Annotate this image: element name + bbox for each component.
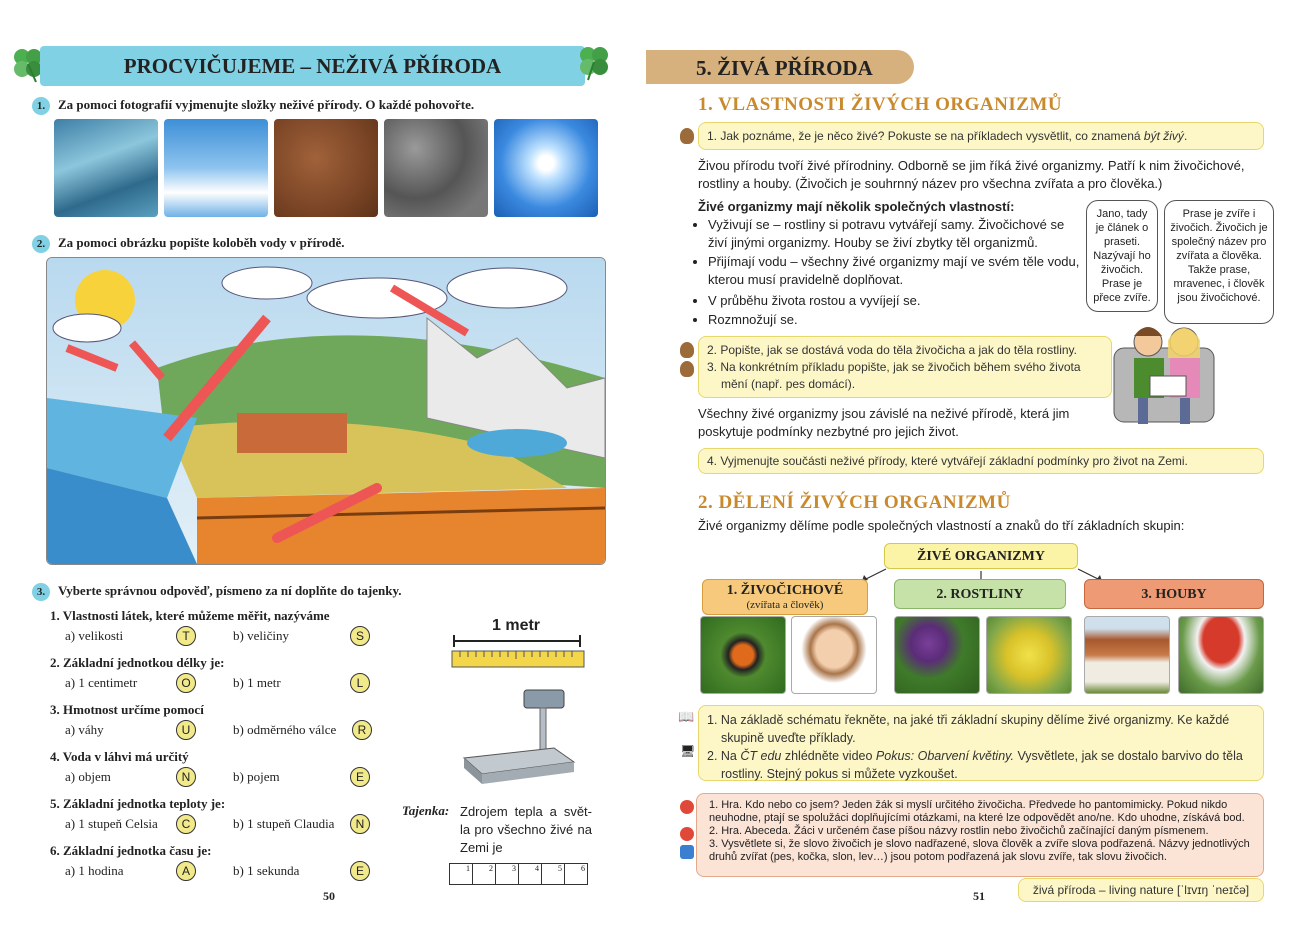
- game-2: 2. Hra. Abeceda. Žáci v určeném čase píšou názvy rostlin nebo živočichů začínající daným písmenem.: [709, 825, 1209, 837]
- question-6-part: Vysvětlete, jak se dostalo barvivo do těla rostliny. Stejný pokus si můžete vyzkoušet.: [721, 749, 1243, 781]
- question-emphasis: být živý: [1143, 129, 1184, 143]
- quiz-option-b: b) 1 metr: [233, 675, 281, 690]
- bolete-photo: [1084, 616, 1170, 694]
- letter-circle: T: [176, 626, 196, 646]
- speech-bubble-1: Jano, tady je článek o praseti. Nazývají ho živočich. Prase je přece zvíře.: [1086, 200, 1158, 312]
- task-number: 1.: [32, 97, 50, 115]
- yellow-shrub-photo: [986, 616, 1072, 694]
- game-icon: [680, 800, 694, 814]
- ruler-icon: [450, 633, 586, 671]
- letter-circle: N: [176, 767, 196, 787]
- ruler-label: 1 metr: [492, 617, 541, 634]
- right-page: [646, 0, 1306, 941]
- speech-bubble-2: Prase je zvíře i živočich. Živočich je společný název pro zvířata a člověka. Takže prase, mravenec, i člověk jsou živočichové.: [1164, 200, 1274, 324]
- quiz-option-a: a) 1 stupeň Celsia: [65, 816, 158, 831]
- quiz-question: 1. Vlastnosti látek, které můžeme měřit, nazýváme: [50, 608, 330, 623]
- question-4-box: [698, 448, 1264, 474]
- category-animals: [702, 579, 868, 615]
- task-text: Vyberte správnou odpověď, písmeno za ní doplňte do tajenky.: [58, 583, 402, 598]
- question-6-source: ČT edu: [740, 749, 782, 763]
- puzzle-icon: [680, 845, 694, 859]
- sun-photo: [494, 119, 598, 217]
- rocks-photo: [384, 119, 488, 217]
- section-heading-1: 1. VLASTNOSTI ŽIVÝCH ORGANIZMŮ: [698, 94, 1063, 115]
- question-text: 1. Jak poznáme, že je něco živé? Pokuste se na příkladech vysvětlit, co znamená: [707, 129, 1141, 143]
- butterfly-photo: [700, 616, 786, 694]
- question-6-part: 2. Na: [707, 749, 737, 763]
- page-number: 50: [323, 889, 335, 903]
- quiz-question: 5. Základní jednotka teploty je:: [50, 796, 226, 811]
- properties-list: [696, 216, 1080, 330]
- glossary-box: živá příroda – living nature [ˈlɪvɪŋ ˈneɪčə]: [1018, 878, 1264, 902]
- soil-photo: [274, 119, 378, 217]
- quiz-option-b: b) odměrného válce: [233, 722, 337, 737]
- games-box: [696, 793, 1264, 877]
- tajenka-cell[interactable]: 2: [472, 863, 496, 885]
- quiz-question: 4. Voda v láhvi má určitý: [50, 749, 189, 764]
- violets-photo: [894, 616, 980, 694]
- property-item: • Vyživují se – rostliny si potravu vytvářejí samy. Živočichové se živí jinými organizmy. Houby se živí zbytky těl organizmů.: [708, 216, 1080, 252]
- task-text: Za pomoci obrázku popište koloběh vody v přírodě.: [58, 235, 345, 250]
- tajenka-cell[interactable]: 4: [518, 863, 542, 885]
- scheme-root: ŽIVÉ ORGANIZMY: [884, 543, 1078, 569]
- quiz-option-b: b) veličiny: [233, 628, 289, 643]
- owl-icon: [680, 342, 694, 358]
- tajenka-cell[interactable]: 6: [564, 863, 588, 885]
- task-number: 3.: [32, 583, 50, 601]
- task-1: [32, 97, 474, 115]
- tajenka-grid: [450, 863, 588, 885]
- category-label: 1. ŽIVOČICHOVÉ: [726, 583, 844, 598]
- question-1-box: 1. Jak poznáme, že je něco živé? Pokuste se na příkladech vysvětlit, co znamená být živý.: [698, 122, 1264, 150]
- quiz-question: 2. Základní jednotkou délky je:: [50, 655, 225, 670]
- left-page: [0, 0, 640, 941]
- game-icon: [680, 827, 694, 841]
- computer-icon: 🖥: [680, 744, 696, 758]
- property-item: • V průběhu života rostou a vyvíjejí se.: [708, 292, 1080, 310]
- quiz-option-a: a) váhy: [65, 722, 104, 737]
- tajenka-text: Zdrojem tepla a svět-la pro všechno živé na Zemi je: [460, 804, 592, 855]
- water-cycle-illustration: [46, 257, 606, 565]
- letter-circle: U: [176, 720, 196, 740]
- tajenka-cell[interactable]: 5: [541, 863, 565, 885]
- question-5: 1. Na základě schématu řekněte, na jaké tři základní skupiny dělíme živé organizmy. Ke každé skupině uveďte příklady.: [707, 713, 1230, 745]
- game-3: 3. Vysvětlete si, že slovo živočich je slovo nadřazené, slova člověk a zvíře slova podřazená. Názvy jednotlivých druhů zvířat (pes, kočka, slon, lev…) jsou potom podřazená jak slovu zvíře, tak slovu živočich.: [709, 838, 1250, 863]
- chapter-title: 5. ŽIVÁ PŘÍRODA: [646, 50, 914, 84]
- question-4: 4. Vyjmenujte součásti neživé přírody, které vytvářejí základní podmínky pro život na Zemi.: [707, 454, 1188, 468]
- quiz-option-a: a) velikosti: [65, 628, 124, 643]
- letter-circle: C: [176, 814, 196, 834]
- property-item: • Přijímají vodu – všechny živé organizmy mají ve svém těle vodu, kterou musí pravidelně doplňovat.: [708, 253, 1080, 289]
- quiz-question: 3. Hmotnost určíme pomocí: [50, 702, 204, 717]
- division-paragraph: Živé organizmy dělíme podle společných vlastností a znaků do tří základních skupin:: [698, 518, 1185, 533]
- game-1: 1. Hra. Kdo nebo co jsem? Jeden žák si myslí určitého živočicha. Předvede ho pantomimicky. Pokud nikdo neuhodne, ptají se spolužáci doplňujícími otázkami, na které lze odpovědět ano/ne. Kdo uhodne, získává bod.: [709, 799, 1245, 824]
- letter-circle: S: [350, 626, 370, 646]
- section-heading-2: 2. DĚLENÍ ŽIVÝCH ORGANIZMŮ: [698, 492, 1011, 513]
- tajenka-cell[interactable]: 3: [495, 863, 519, 885]
- questions-2-3-box: [698, 336, 1112, 398]
- book-icon: 📖: [678, 709, 695, 724]
- children-reading-illustration: [1110, 318, 1220, 430]
- quiz-option-a: a) 1 centimetr: [65, 675, 138, 690]
- intro-paragraph: Živou přírodu tvoří živé přírodniny. Odborně se jim říká živé organizmy. Patří k nim živočichové, rostliny a houby. (Živočich je souhrnný název pro všechna zvířata a pro člověka.): [698, 158, 1245, 191]
- letter-circle: E: [350, 861, 370, 881]
- quiz-option-a: a) 1 hodina: [65, 863, 124, 878]
- letter-circle: O: [176, 673, 196, 693]
- owl-icon: [680, 128, 694, 144]
- questions-5-6-box: [698, 705, 1264, 781]
- page-number: 51: [973, 889, 985, 903]
- scale-icon: [458, 688, 578, 788]
- quiz-option-a: a) objem: [65, 769, 111, 784]
- category-plants: 2. ROSTLINY: [894, 579, 1066, 609]
- question-2: 2. Popište, jak se dostává voda do těla živočicha a jak do těla rostliny.: [707, 343, 1077, 357]
- water-photo: [54, 119, 158, 217]
- dependency-paragraph: Všechny živé organizmy jsou závislé na neživé přírodě, která jim poskytuje podmínky nezbytné pro jejich život.: [698, 406, 1070, 439]
- owl-icon: [680, 361, 694, 377]
- task-text: Za pomoci fotografií vyjmenujte složky neživé přírody. O každé pohovořte.: [58, 97, 475, 112]
- task-2: [32, 235, 345, 253]
- letter-circle: E: [350, 767, 370, 787]
- letter-circle: A: [176, 861, 196, 881]
- page-title: PROCVIČUJEME – NEŽIVÁ PŘÍRODA: [40, 46, 585, 86]
- properties-title: Živé organizmy mají několik společných vlastností:: [698, 199, 1015, 214]
- sky-photo: [164, 119, 268, 217]
- category-sublabel: (zvířata a člověk): [746, 599, 824, 611]
- letter-circle: N: [350, 814, 370, 834]
- quiz-option-b: b) pojem: [233, 769, 280, 784]
- task-number: 2.: [32, 235, 50, 253]
- tajenka-cell[interactable]: 1: [449, 863, 473, 885]
- question-6-video: Pokus: Obarvení květiny.: [875, 749, 1014, 763]
- letter-circle: R: [352, 720, 372, 740]
- water-cycle-drawing: [47, 258, 605, 564]
- quiz-question: 6. Základní jednotka času je:: [50, 843, 212, 858]
- quiz-option-b: b) 1 sekunda: [233, 863, 300, 878]
- category-fungi: 3. HOUBY: [1084, 579, 1264, 609]
- task-3: [32, 583, 402, 601]
- question-6-part: zhlédněte video: [784, 749, 873, 763]
- letter-circle: L: [350, 673, 370, 693]
- quiz-option-b: b) 1 stupeň Claudia: [233, 816, 335, 831]
- question-3: 3. Na konkrétním příkladu popište, jak se živočich během svého života mění (např. pes domácí).: [707, 360, 1081, 391]
- fly-agaric-photo: [1178, 616, 1264, 694]
- clover-icon: [574, 42, 614, 82]
- tajenka-label: Tajenka:: [402, 803, 450, 818]
- question-6: [707, 747, 1255, 783]
- child-photo: [791, 616, 877, 694]
- property-item: • Rozmnožují se.: [708, 311, 1080, 329]
